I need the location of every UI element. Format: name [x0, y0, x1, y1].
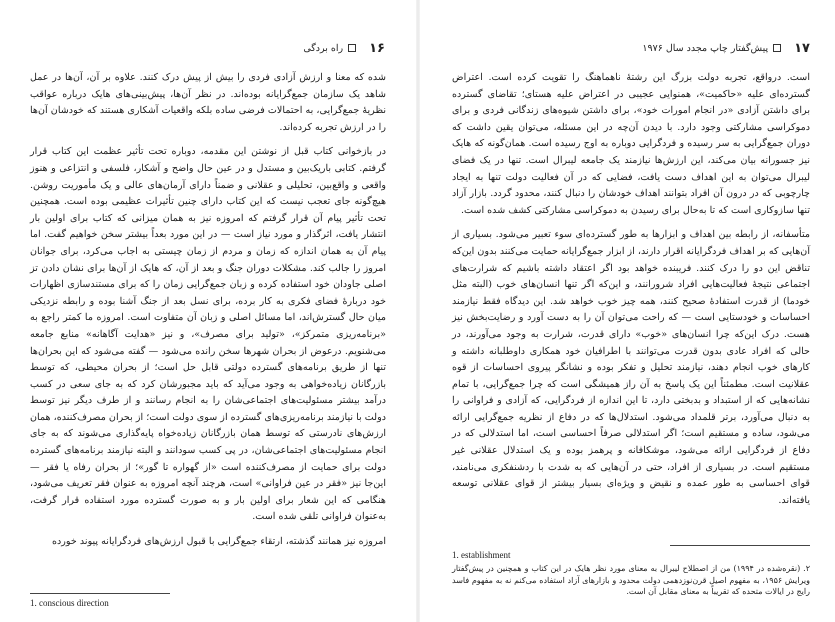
paragraph: شده که معنا و ارزش آزادی فردی را بیش از پیش درک کنند. علاوه بر آن، آن‌ها در عمل شاهد یک سازمان جمع‌گرایانه بوده‌اند. در نظر آن‌ها، پیش‌بینی‌های هایک درباره عواقب نظریهٔ جمع‌گرایی، به احتمالات فرضی ساده بلکه واقعیات آشکاری هستند که خودشان آن‌ها را در ارزش تجربه کرده‌اند.	[30, 72, 386, 133]
square-ornament-icon	[773, 44, 781, 52]
body-text	[452, 70, 810, 509]
body-text	[30, 70, 386, 551]
page-number: ۱۷	[794, 40, 810, 56]
footnote-rule	[30, 593, 170, 594]
footnote-rule	[670, 545, 810, 546]
footnote-latin: 1. establishment	[452, 550, 511, 560]
footnote-latin: 1. conscious direction	[30, 598, 109, 608]
paragraph: متأسفانه، از رابطه بین اهداف و ابزارها به طور گسترده‌ای سوء تعبیر می‌شود. بسیاری از آن‌هایی که بر اهداف فردگرایانه اقرار دارند، از ابزار جمع‌گرایانه حمایت می‌کنند بدون این‌که تناقض این دو را درک کنند. فریبنده خواهد بود اگر اعتقاد داشته باشیم که شرارت‌های اجتماعی نتیجهٔ فعالیت‌هایی افراد شرورانند، و این‌که اگر تنها انسان‌های خوب (البته مثل خودما) از قدرت استفادهٔ صحیح کنند، همه چیز خوب خواهد شد. این دیدگاه فقط نیازمند احساسات و خودستایی است — که راحت می‌توان آن را به دست آورد و رضایت‌بخش نیز هست. درک این‌که چرا انسان‌های «خوب» دارای قدرت، شرارت به وجود می‌آورند، در حالی که افراد عادی بدون قدرت می‌توانند با اطرافیان خود همکاری داوطلبانه داشته و کارهای خوب انجام دهند، نیازمند تحلیل و تفکر بوده و نشانگر پیروی احساسات از قوه عقلانیت است. مطمئناً این یک پاسخ به آن راز همیشگی است که چرا جمع‌گرایی، با تمام نشانه‌هایی که از استبداد و بدبختی دارد، تا این اندازه از فردگرایی، که آزادی و فراوانی را به دنبال می‌آورد، برتر قلمداد می‌شود. استدلال‌ها که در دفاع از نظریه جمع‌گرایی ارائه می‌شود، ساده و مستقیم است؛ اگر استدلالی صرفاً احساسی است، اما استدلالی که در دفاع از فردگرایی ارائه می‌شود، موشکافانه و پرهمز بوده و یک استدلال عقلانی غیر مستقیم است. در بسیاری از افراد، حتی در آن‌هایی که به شدت با ردشنفکری می‌نامند، قوای احساسی به طور عمده و نقیض و ویژه‌ای بسیار بیشتر از قوای عقلانی توسعه یافته‌اند.	[452, 229, 810, 506]
running-header	[30, 40, 385, 56]
paragraph: است. درواقع، تجربه دولت بزرگ این رشتهٔ ناهماهنگ را تقویت کرده است. اعتراض گسترده‌ای علیه «حاکمیت»، همنوایی عجیبی در اعتراض علیه هستای؛ تقاضای گسترده برای داشتن آزادی «در انجام امورات خود»، برای داشتن شیوه‌های زندگانی فردی و برای دموکراسی مشارکتی وجود دارد. با دیدن آن‌چه در این مسئله، می‌توان یقین داشت که دوران جمع‌گرایی به سر رسیده و فردگرایی دوباره به اوج رسیده است. همان‌گونه که هایک نیز جسورانه بیان می‌کند، این ارزش‌ها نیازمند یک جامعه لیبرال است. تنها در یک فضای لیبرال می‌توان به این اهداف دست یافت، فضایی که در آن فعالیت دولت تنها به ایجاد چارچوبی که در درون آن افراد بتوانند اهداف خودشان را دنبال کنند، محدود گردد. بازار آزاد تنها سازوکاری است که تا به‌حال برای رسیدن به دموکراسی مشارکتی کشف شده است.	[452, 72, 810, 216]
paragraph: در بازخوانی کتاب قبل از نوشتن این مقدمه، دوباره تحت تأثیر عظمت این کتاب قرار گرفتم. کتابی باریک‌بین و مستدل و در عین حال واضح و آشکار، فلسفی و انتزاعی و هنوز واقعی و واقع‌بین، تحلیلی و عقلانی و ضمناً دارای آرمان‌های عالی و یک مأموریت روشن. هیچ‌گونه جای تعجب نیست که این کتاب دارای چنین تأثیرات عظیمی بوده است. همچنین تحت تأثیر پیام آن قرار گرفتم که امروزه نیز به همان میزانی که کتاب برای اولین بار انتشار یافت، اثرگذار و مورد نیاز است — در این مورد بعداً بیشتر سخن خواهیم گفت. اما پیام آن به همان اندازه که زمان و مردم از زمان چیستی به اجاب می‌کرد، برای جوانان امروز را جالب کند. مشکلات دوران جنگ و بعد از آن، که هایک از آن‌ها برای نشان دادن تز اصلی جاودان خود استفاده کرده و زبان جمع‌گرایی زمان را که برای مستندسازی اظهارات خود دربارهٔ فضای فکری به کار برده، برای نسل بعد از جنگ آشنا بوده و رابطه نزدیکی میان حال گسترش‌اند، اما مسائل اصلی و زبان آن متفاوت است. امروزه ما کمتر راجع به «برنامه‌ریزی متمرکز»، «تولید برای مصرف»، و نیز «هدایت آگاهانه» منابع جامعه می‌شنویم. درعوض از بحران شهرها سخن رانده می‌شود — گفته می‌شود که این بحران‌ها تنها از طریق برنامه‌های گسترده دولتی قابل حل است؛ از بحران محیطی، که توسط بازرگانان زیاده‌خواهی به وجود می‌آید که باید مجبورشان کرد که به جای سعی در کسب درآمد بیشتر مسئولیت‌های اجتماعی‌شان را به انجام رسانند و از طرف دیگر نیز توسط دولت با نیازمند برنامه‌ریزی‌های گسترده از سوی دولت است؛ از بحران مصرف‌کننده، همان ارزش‌های نادرستی که توسط همان بازرگانان زیاده‌خواه پایه‌گذاری می‌شوند که به جای انجام مسئولیت‌های اجتماعی‌شان، در پی کسب سودانند و البته نیازمند برنامه‌های گسترده دولت برای حمایت از مصرف‌کننده است «از گهواره تا گور»؛ از بحران رفاه یا فقر — این‌جا نیز «فقر در عین فراوانی» است، هرچند آنچه امروزه به عنوان فقر تعریف می‌شود، هنگامی که این شعار برای اولین بار و به صورت گسترده مورد استفاده قرار گرفت، به‌عنوان فراوانی تلقی شده است.	[30, 146, 386, 523]
right-page	[418, 0, 835, 622]
paragraph: امروزه نیز همانند گذشته، ارتقاء جمع‌گرایی با قبول ارزش‌های فردگرایانه پیوند خورده	[52, 536, 386, 548]
book-gutter	[416, 0, 420, 622]
running-head-title: راه بردگی	[303, 42, 344, 54]
page-number: ۱۶	[369, 40, 385, 56]
footnote: ۲. (نقره‌شده در ۱۹۹۴) من از اصطلاح لیبرال به معنای مورد نظر هایک در این کتاب و همچنین در پیش‌گفتار ویرایش ۱۹۵۶، به مفهوم اصیل قرن‌نوزدهمی دولت محدود و بازارهای آزاد استفاده می‌کنم نه به مفهوم فاسد رایج در ایالات متحده که تقریباً به معنای مقابل آن است.	[452, 564, 811, 596]
running-head-title: پیش‌گفتار چاپ مجدد سال ۱۹۷۶	[642, 42, 769, 54]
square-ornament-icon	[348, 44, 356, 52]
running-header	[450, 40, 810, 56]
